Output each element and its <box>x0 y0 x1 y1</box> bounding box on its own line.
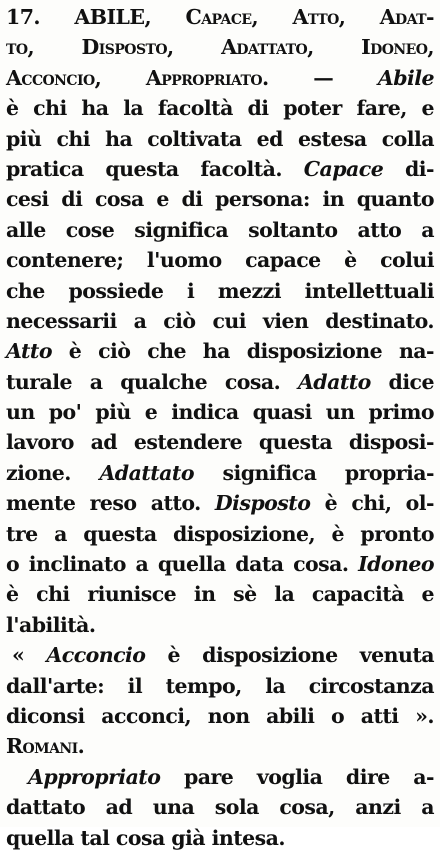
text-line <box>6 184 434 214</box>
text-line <box>6 519 434 549</box>
text-line <box>6 671 434 701</box>
text-line <box>6 427 434 457</box>
text-line <box>6 640 434 670</box>
text-run: l'abilità. <box>6 612 96 637</box>
text-line <box>6 731 434 761</box>
text-run: cesi di cosa e di persona: in quanto <box>6 187 434 212</box>
term-italic: Capace <box>303 156 384 181</box>
term-italic: Adatto <box>297 369 371 394</box>
term-smallcaps: Romani. <box>6 734 85 759</box>
text-run: contenere; l'uomo capace è colui <box>6 248 434 273</box>
text-run: pare voglia dire a- <box>160 764 434 789</box>
text-line <box>6 579 434 609</box>
text-run: turale a qualche cosa. <box>6 369 298 394</box>
text-line <box>6 488 434 518</box>
text-run: più chi ha coltivata ed estesa colla <box>6 126 434 151</box>
text-run: dattato ad una sola cosa, anzi a <box>6 795 434 820</box>
text-run: di- <box>383 156 434 181</box>
text-run: mente reso atto. <box>6 491 215 516</box>
term-italic: Atto <box>6 339 52 364</box>
text-line <box>6 245 434 275</box>
text-run: — <box>268 65 378 90</box>
term-italic: Acconcio <box>46 643 146 668</box>
term-italic: Adattato <box>99 460 194 485</box>
text-run: « <box>12 643 47 668</box>
text-run: diconsi acconci, non abili o atti ». <box>6 703 434 728</box>
text-run: un po' più e indica quasi un primo <box>6 400 434 425</box>
text-run: è chi riunisce in sè la capacità e <box>6 582 434 607</box>
text-line <box>6 549 434 579</box>
text-run: necessarii a ciò cui vien destinato. <box>6 308 434 333</box>
text-run: dice <box>370 369 434 394</box>
term-italic: Idoneo <box>358 552 434 577</box>
text-run: tre a questa disposizione, è pronto <box>6 521 434 546</box>
text-run: è ciò che ha disposizione na- <box>51 339 434 364</box>
text-line <box>6 397 434 427</box>
text-run: quella tal cosa già intesa. <box>6 825 285 850</box>
text-line <box>6 762 434 792</box>
text-run: che possiede i mezzi intellettuali <box>6 278 434 303</box>
term-italic: Disposto <box>214 491 311 516</box>
text-line <box>6 336 434 366</box>
text-line <box>6 276 434 306</box>
text-line <box>6 792 434 822</box>
text-line <box>6 93 434 123</box>
text-run: 17. ABILE, <box>6 5 186 29</box>
text-line <box>6 306 434 336</box>
text-line <box>6 823 434 853</box>
text-line <box>6 63 434 93</box>
text-run: o inclinato a quella data cosa. <box>6 552 359 577</box>
text-line <box>6 367 434 397</box>
text-run: pratica questa facoltà. <box>6 156 304 181</box>
term-italic: Abile <box>377 65 435 90</box>
text-line <box>6 154 434 184</box>
term-italic: Appropriato <box>28 764 161 789</box>
text-run: lavoro ad estendere questa disposi- <box>6 430 434 455</box>
text-line <box>6 458 434 488</box>
text-line <box>6 32 434 62</box>
text-line <box>6 215 434 245</box>
term-smallcaps: Acconcio, Appropriato. <box>6 65 269 90</box>
text-line <box>6 124 434 154</box>
synonym-entry <box>6 2 434 853</box>
text-run: è disposizione venuta <box>145 643 434 668</box>
text-run: zione. <box>6 460 100 485</box>
text-line <box>6 2 434 32</box>
text-run: significa propria- <box>193 460 434 485</box>
term-smallcaps: Capace, Atto, Adat- <box>185 5 435 29</box>
text-run: è chi, ol- <box>310 491 434 516</box>
text-run: dall'arte: il tempo, la circostanza <box>6 673 434 698</box>
text-line <box>6 610 434 640</box>
text-line <box>6 701 434 731</box>
text-run: è chi ha la facoltà di poter fare, e <box>6 96 434 121</box>
text-run: alle cose significa soltanto atto a <box>6 217 434 242</box>
term-smallcaps: to, Disposto, Adattato, Idoneo, <box>6 35 434 60</box>
